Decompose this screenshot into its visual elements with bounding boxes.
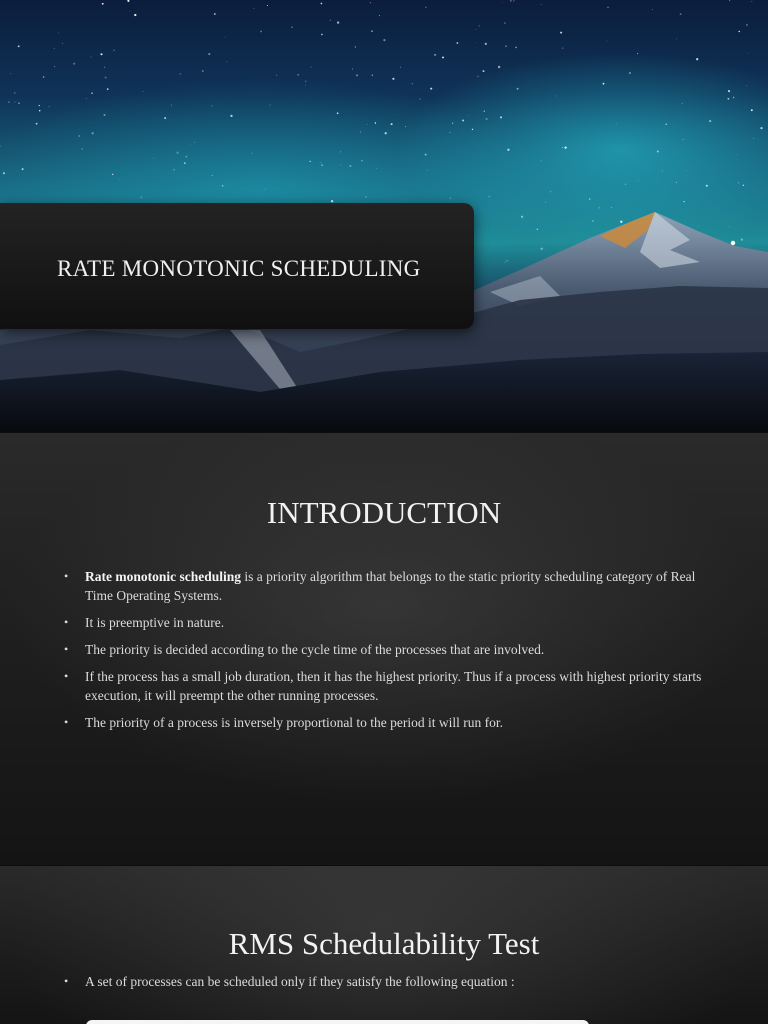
bullet-item [64, 713, 714, 732]
schedulability-heading: RMS Schedulability Test [228, 926, 540, 961]
introduction-heading: INTRODUCTION [266, 495, 502, 530]
bullet-icon: • [64, 974, 69, 988]
bullet-icon: • [64, 669, 69, 683]
bullet-text: It is preemptive in nature. [85, 615, 225, 630]
equation-image-box [86, 1020, 589, 1024]
bullet-icon: • [64, 715, 69, 729]
bullet-item [64, 613, 714, 632]
bullet-icon: • [64, 569, 69, 583]
bullet-text: The priority of a process is inversely proportional to the period it will run for. [85, 715, 504, 730]
title-slide [0, 0, 768, 433]
bullet-text: The priority is decided according to the cycle time of the processes that are involved. [85, 642, 545, 657]
bullet-item [64, 667, 714, 705]
introduction-slide [0, 433, 768, 866]
bullet-icon: • [64, 642, 69, 656]
slide-title: RATE MONOTONIC SCHEDULING [57, 256, 421, 281]
bullet-item [64, 640, 714, 659]
bullet-text: A set of processes can be scheduled only if they satisfy the following equation : [85, 974, 515, 989]
introduction-bullet-list [64, 567, 714, 740]
schedulability-bullet-list [64, 972, 714, 999]
bullet-text: is a priority algorithm that belongs to the static priority scheduling category of Real Time Operating Systems. [85, 569, 696, 603]
bullet-bold-term: Rate monotonic scheduling [85, 569, 242, 584]
bullet-text: If the process has a small job duration, then it has the highest priority. Thus if a process with highest priority starts execution, it will preempt the other running processes. [85, 669, 702, 703]
bullet-item [64, 972, 714, 991]
schedulability-test-slide [0, 866, 768, 1024]
bullet-item [64, 567, 714, 605]
bullet-icon: • [64, 615, 69, 629]
